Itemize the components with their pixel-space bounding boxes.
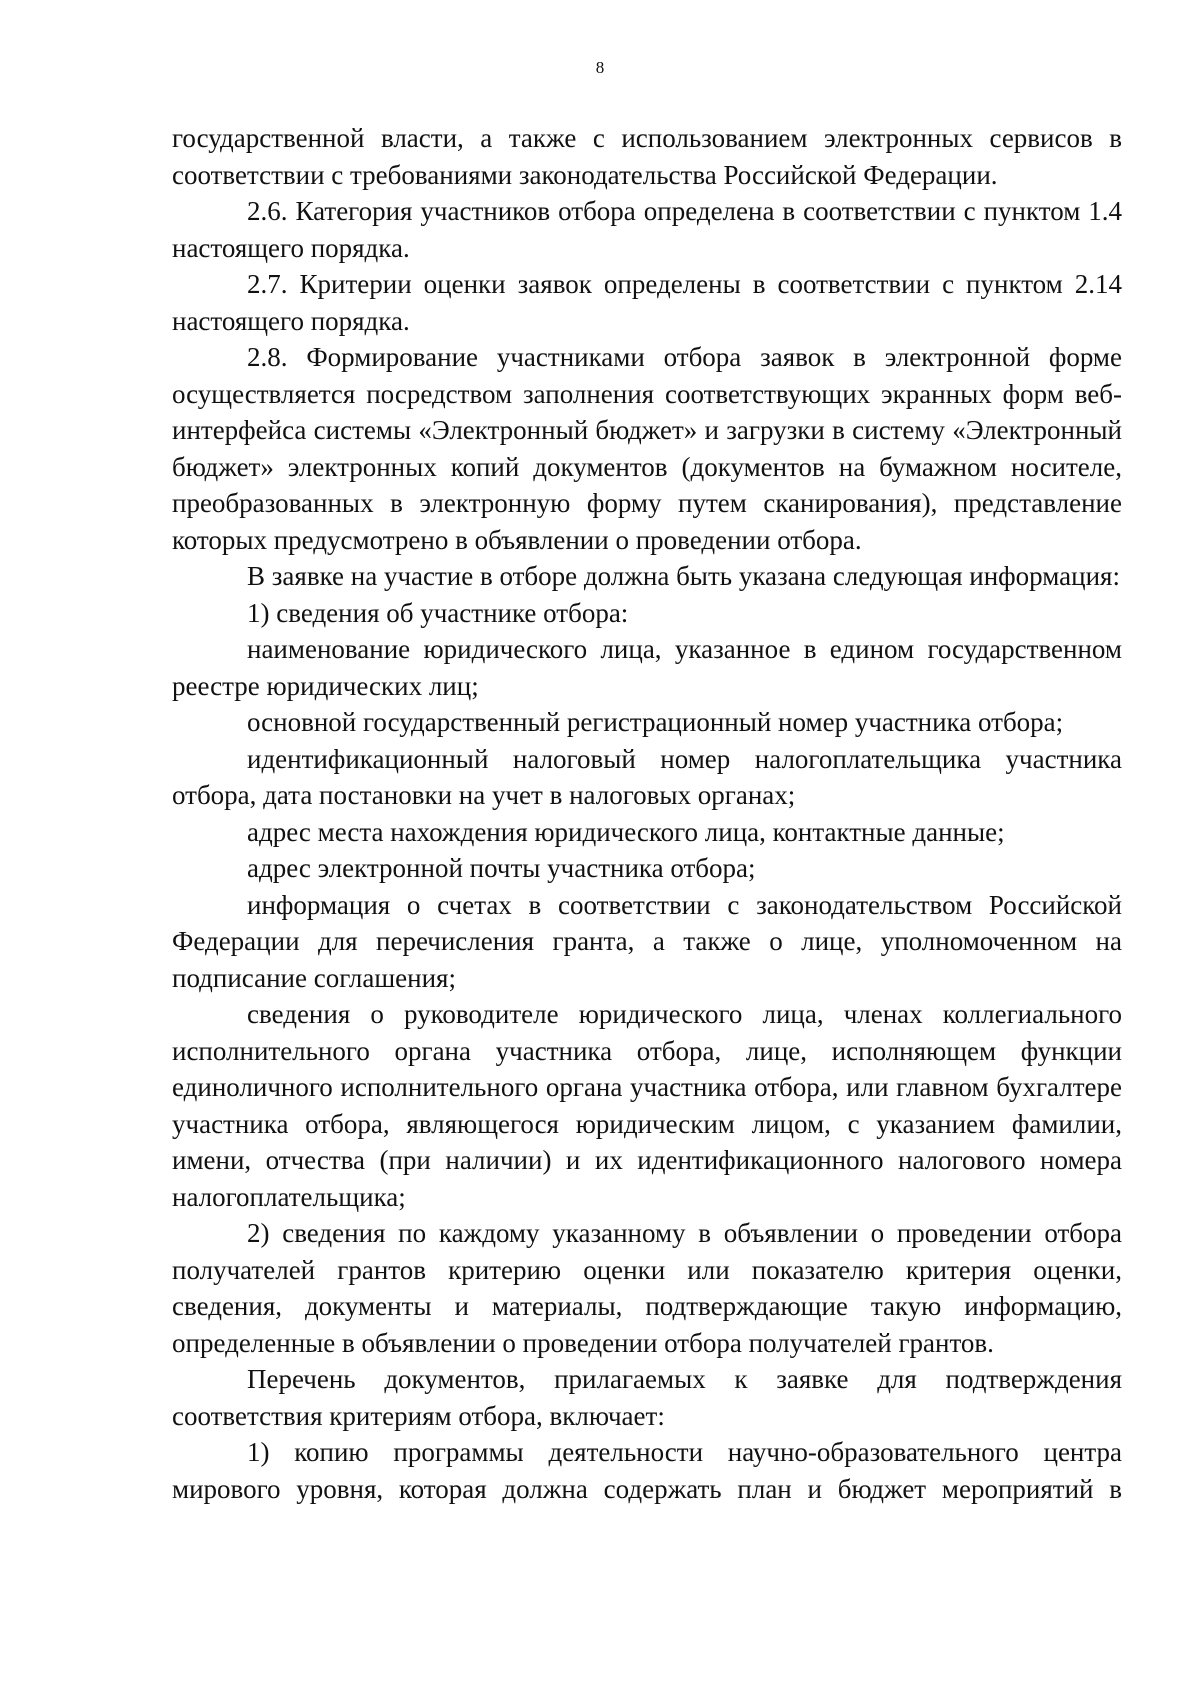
paragraph-2-7: 2.7. Критерии оценки заявок определены в соответствии с пунктом 2.14 настоящего порядка. bbox=[172, 269, 1122, 336]
page-number: 8 bbox=[595, 58, 605, 77]
paragraph-documents-list: Перечень документов, прилагаемых к заявке для подтверждения соответствия критериям отбора, включает: bbox=[172, 1364, 1122, 1431]
paragraph-continuation: государственной власти, а также с использованием электронных сервисов в соответствии с требованиями законодательства Российской Федерации. bbox=[172, 123, 1122, 190]
document-body bbox=[172, 120, 1122, 1507]
list-item-legal-name: наименование юридического лица, указанное в едином государственном реестре юридических лиц; bbox=[172, 634, 1122, 701]
list-item-inn: идентификационный налоговый номер налогоплательщика участника отбора, дата постановки на учет в налоговых органах; bbox=[172, 743, 1122, 810]
list-item-management: сведения о руководителе юридического лица, членах коллегиального исполнительного органа участника отбора, лице, исполняющем функции единоличного исполнительного органа участника отбора, или главном бухгалтере участника отбора, являющегося юридическим лицом, с указанием фамилии, имени, отчества (при наличии) и их идентификационного налогового номера налогоплательщика; bbox=[172, 999, 1122, 1212]
list-item-2-criteria: 2) сведения по каждому указанному в объявлении о проведении отбора получателей грантов критерию оценки или показателю критерия оценки, сведения, документы и материалы, подтверждающие такую информацию, определенные в объявлении о проведении отбора получателей грантов. bbox=[172, 1218, 1122, 1358]
paragraph-2-6: 2.6. Категория участников отбора определена в соответствии с пунктом 1.4 настоящего порядка. bbox=[172, 196, 1122, 263]
list-item-address: адрес места нахождения юридического лица, контактные данные; bbox=[247, 816, 1005, 847]
list-item-accounts: информация о счетах в соответствии с законодательством Российской Федерации для перечисления гранта, а также о лице, уполномоченном на подписание соглашения; bbox=[172, 889, 1122, 993]
list-item-1-program-copy: 1) копию программы деятельности научно-образовательного центра мирового уровня, которая должна содержать план и бюджет мероприятий в bbox=[172, 1437, 1122, 1504]
paragraph-application-info: В заявке на участие в отборе должна быть указана следующая информация: bbox=[247, 561, 1120, 591]
paragraph-2-8: 2.8. Формирование участниками отбора заявок в электронной форме осуществляется посредством заполнения соответствующих экранных форм веб-интерфейса системы «Электронный бюджет» и загрузки в систему «Электронный бюджет» электронных копий документов (документов на бумажном носителе, преобразованных в электронную форму путем сканирования), представление которых предусмотрено в объявлении о проведении отбора. bbox=[172, 342, 1122, 555]
list-item-1-participant-info: 1) сведения об участнике отбора: bbox=[247, 597, 629, 628]
list-item-ogrn: основной государственный регистрационный номер участника отбора; bbox=[247, 707, 1064, 737]
list-item-email: адрес электронной почты участника отбора; bbox=[247, 853, 756, 883]
